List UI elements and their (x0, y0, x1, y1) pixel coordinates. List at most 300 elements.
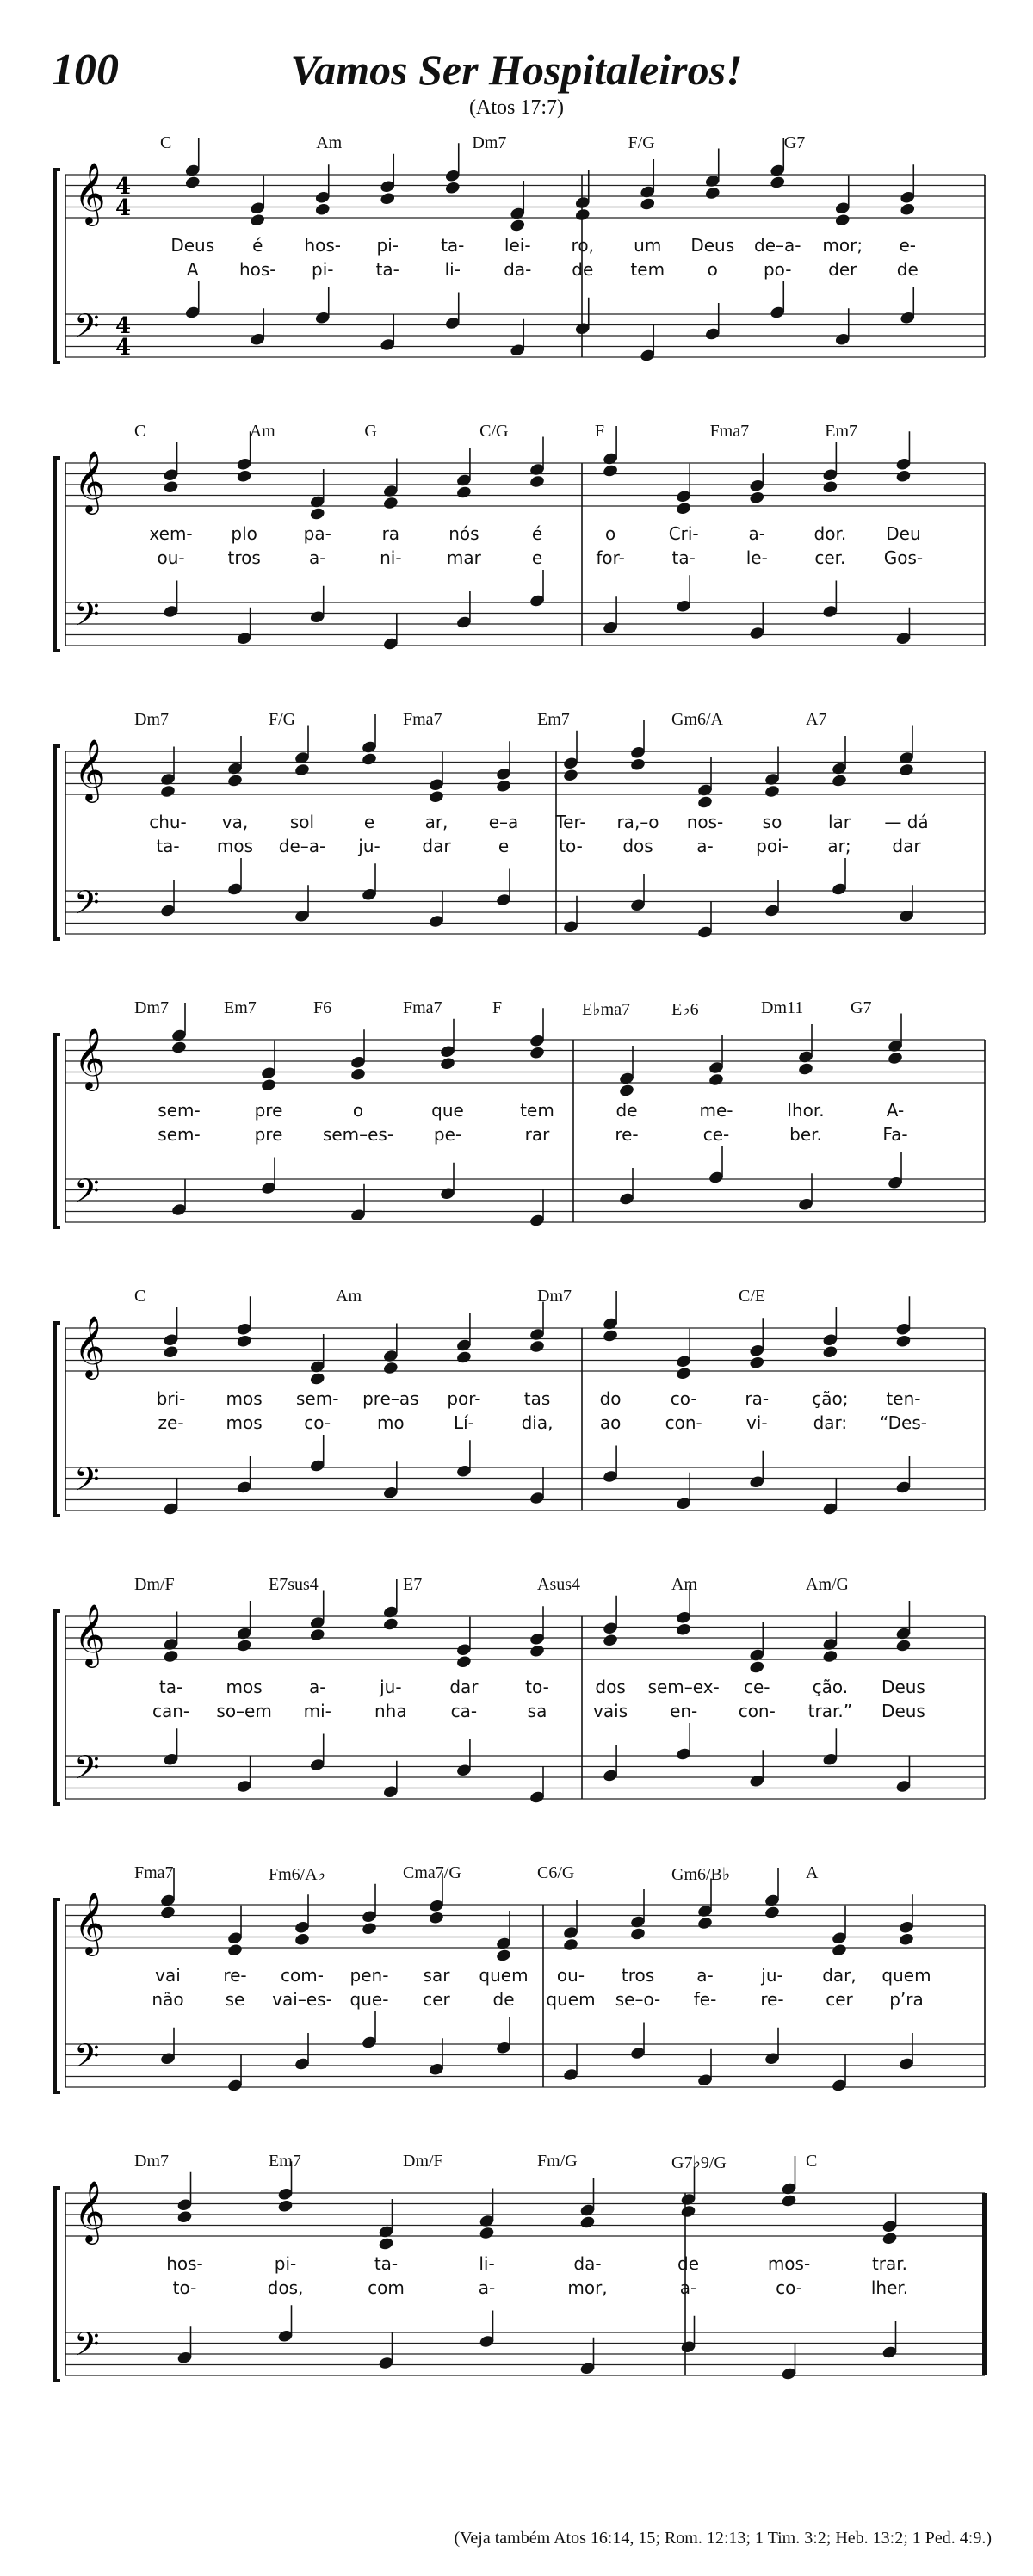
alto-note (781, 2194, 797, 2208)
bass-clef-icon: 𝄢 (74, 1460, 100, 1506)
alto-note (676, 1622, 692, 1637)
system-bracket (55, 2188, 60, 2381)
chord-symbol: Em7 (269, 2152, 301, 2171)
chord-symbol: C/G (479, 422, 509, 441)
lyric-verse-1: dor. (813, 523, 847, 544)
lyric-verse-2: re- (760, 1989, 784, 2010)
alto-note (236, 1334, 252, 1349)
alto-note (895, 469, 912, 484)
alto-note (510, 219, 526, 233)
alto-note (831, 774, 847, 788)
alto-note (529, 1339, 545, 1354)
music-system-6 (48, 1575, 992, 1850)
lyric-verse-2: cer (423, 1989, 450, 2010)
system-bracket (55, 746, 60, 939)
lyric-verse-2: ca- (450, 1701, 478, 1721)
lyric-verse-1: ra (381, 523, 400, 544)
chord-symbol: C (134, 422, 146, 441)
lyric-verse-1: e (363, 812, 375, 832)
lyric-verse-1: tas (523, 1388, 551, 1409)
lyric-verse-2: ni- (380, 547, 402, 568)
lyric-verse-1: a- (748, 523, 766, 544)
system-bracket (55, 1900, 60, 2092)
lyric-verse-1: A- (886, 1100, 905, 1121)
lyric-verse-2: p’ra (889, 1989, 924, 2010)
lyric-verse-1: com- (281, 1965, 324, 1986)
lyric-verse-1: me- (699, 1100, 733, 1121)
alto-note (455, 1654, 472, 1669)
lyric-verse-2: mos (226, 1412, 263, 1433)
chord-symbol: Fma7 (709, 422, 750, 441)
lyric-verse-2: dos, (267, 2277, 304, 2298)
lyric-verse-1: Deus (881, 1677, 925, 1697)
chord-symbol: C (134, 1287, 146, 1306)
alto-note (797, 1062, 813, 1077)
alto-note (159, 784, 176, 799)
lyric-verse-1: e–a (488, 812, 519, 832)
lyric-verse-2: mo (376, 1412, 405, 1433)
alto-note (640, 197, 656, 212)
lyric-verse-1: mos- (767, 2253, 811, 2274)
lyric-verse-2: pe- (433, 1124, 462, 1145)
lyric-verse-1: a- (696, 1965, 714, 1986)
system-bracket (55, 1035, 60, 1227)
alto-note (226, 774, 243, 788)
chord-symbol: Fma7 (403, 998, 442, 1017)
alto-note (236, 469, 252, 484)
chord-symbol: A (806, 1863, 819, 1882)
bass-clef-icon: 𝄢 (74, 2036, 100, 2083)
treble-clef-icon: 𝄞 (74, 1314, 106, 1377)
lyric-verse-2: Fa- (882, 1124, 908, 1145)
lyric-verse-2: não (152, 1989, 184, 2010)
alto-note (574, 207, 591, 222)
lyric-verse-2: mor, (567, 2277, 608, 2298)
alto-note (184, 176, 201, 190)
alto-note (676, 1366, 692, 1381)
treble-clef-icon: 𝄞 (74, 161, 106, 224)
alto-note (579, 2215, 596, 2230)
lyric-verse-1: plo (231, 523, 257, 544)
lyric-verse-2: ze- (158, 1412, 184, 1433)
lyric-verse-1: lei- (504, 235, 531, 256)
lyric-verse-1: mos (226, 1388, 263, 1409)
lyric-verse-2: dar: (813, 1412, 848, 1433)
chord-symbol: Gm6/A (671, 710, 723, 729)
chord-symbol: Gm6/B♭ (671, 1865, 731, 1884)
time-signature-top: 4 (115, 313, 132, 339)
lyric-verse-2: dos (622, 836, 653, 856)
chord-symbol: Em7 (825, 422, 858, 441)
lyric-verse-2: fe- (693, 1989, 717, 2010)
lyric-verse-1: tros (621, 1965, 655, 1986)
lyric-verse-1: ce- (744, 1677, 770, 1697)
lyric-verse-2: li- (444, 259, 461, 280)
lyric-verse-1: pi- (274, 2253, 297, 2274)
lyric-verse-2: nha (374, 1701, 407, 1721)
lyric-verse-2: mi- (303, 1701, 331, 1721)
lyric-verse-2: ao (599, 1412, 622, 1433)
lyric-verse-2: sa (527, 1701, 547, 1721)
chord-symbol: Dm7 (134, 710, 169, 729)
chord-symbol: G7 (783, 133, 806, 152)
alto-note (378, 2237, 394, 2252)
music-system-1 (48, 133, 992, 409)
lyric-verse-1: trar. (871, 2253, 908, 2274)
lyric-verse-2: com (368, 2277, 405, 2298)
alto-note (495, 1949, 511, 1963)
alto-note (822, 1649, 838, 1664)
lyric-verse-2: dar (892, 836, 921, 856)
lyric-verse-1: pen- (349, 1965, 389, 1986)
alto-note (764, 784, 780, 799)
alto-note (562, 1937, 578, 1952)
lyric-verse-1: ta- (374, 2253, 399, 2274)
alto-note (529, 474, 545, 489)
alto-note (749, 491, 765, 505)
lyric-verse-1: de (615, 1100, 638, 1121)
alto-note (163, 1344, 179, 1359)
lyric-verse-1: Cri- (668, 523, 699, 544)
lyric-verse-2: tros (227, 547, 261, 568)
chord-symbol: Asus4 (537, 1575, 581, 1594)
alto-note (382, 1361, 399, 1375)
alto-note (309, 1628, 325, 1642)
treble-clef-icon: 𝄞 (74, 1026, 106, 1089)
alto-note (444, 181, 461, 195)
lyric-verse-1: li- (479, 2253, 495, 2274)
alto-note (479, 2226, 495, 2240)
alto-note (309, 1372, 325, 1387)
lyric-verse-2: pre (254, 1124, 283, 1145)
lyric-verse-1: o (604, 523, 616, 544)
chord-symbol: Dm/F (403, 2152, 443, 2171)
lyric-verse-1: so (762, 812, 782, 832)
treble-clef-icon: 𝄞 (74, 738, 106, 800)
system-bracket (55, 170, 60, 362)
alto-note (495, 779, 511, 794)
alto-note (428, 789, 444, 804)
alto-note (900, 202, 916, 217)
lyric-verse-1: Ter- (555, 812, 586, 832)
alto-note (704, 186, 721, 201)
lyric-verse-2: co- (776, 2277, 802, 2298)
alto-note (455, 485, 472, 500)
alto-note (696, 795, 713, 810)
scripture-reference: (Atos 17:7) (469, 96, 564, 119)
lyric-verse-2: ar; (827, 836, 851, 856)
lyric-verse-1: é (531, 523, 543, 544)
time-signature-top: 4 (115, 174, 132, 200)
lyric-verse-1: sem- (158, 1100, 201, 1121)
alto-note (629, 1927, 646, 1942)
lyric-verse-2: en- (670, 1701, 698, 1721)
lyric-verse-1: Deus (690, 235, 735, 256)
alto-note (770, 176, 786, 190)
chord-symbol: F (492, 998, 503, 1017)
alto-note (749, 1356, 765, 1370)
lyric-verse-2: se (225, 1989, 245, 2010)
bass-clef-icon: 𝄢 (74, 306, 100, 353)
alto-note (696, 1916, 713, 1930)
lyric-verse-1: mos (226, 1677, 263, 1697)
lyric-verse-1: to- (525, 1677, 549, 1697)
alto-note (822, 1344, 838, 1359)
alto-note (309, 507, 325, 522)
lyric-verse-1: vai (155, 1965, 181, 1986)
alto-note (895, 1639, 912, 1653)
lyric-verse-2: a- (696, 836, 714, 856)
lyric-verse-2: po- (763, 259, 792, 280)
chord-symbol: Dm7 (472, 133, 507, 152)
lyric-verse-1: chu- (149, 812, 187, 832)
lyric-verse-2: to- (559, 836, 583, 856)
alto-note (618, 1084, 634, 1098)
alto-note (764, 1906, 780, 1920)
alto-note (439, 1056, 455, 1071)
lyric-verse-1: re- (223, 1965, 247, 1986)
lyric-verse-2: a- (679, 2277, 697, 2298)
lyric-verse-2: le- (745, 547, 768, 568)
alto-note (455, 1350, 472, 1365)
lyric-verse-2: mar (446, 547, 481, 568)
alto-note (898, 763, 914, 777)
lyric-verse-2: tem (630, 259, 665, 280)
alto-note (749, 1660, 765, 1675)
alto-note (529, 1644, 545, 1659)
lyric-verse-2: o (707, 259, 718, 280)
music-system-5 (48, 1287, 992, 1562)
alto-note (898, 1932, 914, 1947)
see-also-footer: (Veja também Atos 16:14, 15; Rom. 12:13; 1 Tim. 3:2; Heb. 13:2; 1 Ped. 4:9.) (454, 2529, 992, 2548)
lyric-verse-2: cer. (814, 547, 846, 568)
chord-symbol: Fm/G (537, 2152, 578, 2171)
chord-symbol: Dm7 (134, 998, 169, 1017)
chord-symbol: Dm/F (134, 1575, 175, 1594)
lyric-verse-1: sem–ex- (647, 1677, 720, 1697)
lyric-verse-1: ra,–o (616, 812, 659, 832)
system-bracket (55, 1611, 60, 1804)
lyric-verse-2: poi- (756, 836, 789, 856)
alto-note (676, 501, 692, 516)
lyric-verse-1: ou- (556, 1965, 585, 1986)
lyric-verse-1: Deu (886, 523, 921, 544)
lyric-verse-2: trar.” (807, 1701, 853, 1721)
chord-symbol: Dm7 (134, 2152, 169, 2171)
lyric-verse-1: do (599, 1388, 622, 1409)
chord-symbol: Am (336, 1287, 362, 1306)
treble-clef-icon: 𝄞 (74, 1891, 106, 1954)
lyric-verse-1: é (252, 235, 263, 256)
lyric-verse-1: — dá (884, 812, 929, 832)
alto-note (226, 1943, 243, 1957)
music-system-3 (48, 710, 992, 985)
lyric-verse-1: tem (520, 1100, 554, 1121)
alto-note (361, 752, 377, 767)
lyric-verse-2: der (828, 259, 857, 280)
chord-symbol: C/E (739, 1287, 766, 1306)
music-system-7 (48, 1863, 992, 2139)
alto-note (159, 1906, 176, 1920)
chord-symbol: Fma7 (403, 710, 442, 729)
music-system-8 (48, 2152, 992, 2427)
lyric-verse-2: for- (596, 547, 625, 568)
chord-symbol: Am (249, 422, 275, 441)
alto-note (822, 479, 838, 494)
alto-note (428, 1911, 444, 1925)
lyric-verse-1: ten- (886, 1388, 921, 1409)
bass-clef-icon: 𝄢 (74, 2325, 100, 2371)
lyric-verse-1: da- (573, 2253, 602, 2274)
chord-symbol: Dm11 (761, 998, 804, 1017)
chord-symbol: E7 (403, 1575, 423, 1594)
lyric-verse-1: pre–as (362, 1388, 419, 1409)
alto-note (361, 1921, 377, 1936)
hymn-title: Vamos Ser Hospitaleiros! (290, 46, 743, 94)
chord-symbol: F/G (269, 710, 296, 729)
lyric-verse-2: e (531, 547, 543, 568)
alto-note (294, 1932, 310, 1947)
lyric-verse-2: de–a- (278, 836, 326, 856)
lyric-verse-2: con- (738, 1701, 776, 1721)
alto-note (680, 2204, 696, 2219)
chord-symbol: A7 (806, 710, 827, 729)
lyric-verse-1: sol (289, 812, 315, 832)
lyric-verse-1: a- (308, 1677, 326, 1697)
chord-symbol: F (594, 422, 604, 441)
lyric-verse-1: va, (221, 812, 249, 832)
lyric-verse-2: ce- (702, 1124, 730, 1145)
lyric-verse-2: vai–es- (272, 1989, 332, 2010)
lyric-verse-1: lhor. (787, 1100, 825, 1121)
lyric-verse-1: sem- (296, 1388, 339, 1409)
chord-symbol: E♭6 (671, 1000, 699, 1019)
lyric-verse-1: ro, (571, 235, 594, 256)
lyric-verse-1: Deus (170, 235, 215, 256)
alto-note (163, 479, 179, 494)
lyric-verse-1: o (352, 1100, 364, 1121)
chord-symbol: E7sus4 (269, 1575, 319, 1594)
lyric-verse-2: ta- (671, 547, 696, 568)
lyric-verse-2: que- (349, 1989, 389, 2010)
chord-symbol: Dm7 (537, 1287, 572, 1306)
alto-note (250, 213, 266, 227)
chord-symbol: G7 (851, 998, 872, 1017)
lyric-verse-1: ção. (812, 1677, 849, 1697)
bass-clef-icon: 𝄢 (74, 883, 100, 930)
alto-note (603, 464, 619, 479)
lyric-verse-1: hos- (304, 235, 342, 256)
lyric-verse-1: pre (254, 1100, 283, 1121)
music-system-4 (48, 998, 992, 1274)
lyric-verse-1: ar, (424, 812, 448, 832)
lyric-verse-2: se–o- (615, 1989, 661, 2010)
staff-graphic (48, 1287, 992, 1562)
lyric-verse-2: A (186, 259, 199, 280)
lyric-verse-2: rar (524, 1124, 550, 1145)
lyric-verse-2: can- (152, 1701, 190, 1721)
lyric-verse-1: nós (448, 523, 479, 544)
staff-graphic (48, 422, 992, 697)
lyric-verse-2: a- (308, 547, 326, 568)
lyric-verse-1: por- (447, 1388, 481, 1409)
alto-note (603, 1329, 619, 1344)
alto-note (236, 1639, 252, 1653)
lyric-verse-1: pi- (376, 235, 399, 256)
lyric-verse-2: ber. (789, 1124, 822, 1145)
alto-note (163, 1649, 179, 1664)
hymn-number: 100 (52, 46, 119, 95)
system-bracket (55, 1323, 60, 1516)
chord-symbol: Am (316, 133, 343, 152)
lyric-verse-2: co- (304, 1412, 331, 1433)
alto-note (382, 496, 399, 510)
chord-symbol: F6 (313, 998, 332, 1017)
lyric-verse-1: dar (449, 1677, 479, 1697)
lyric-verse-1: sar (423, 1965, 450, 1986)
lyric-verse-1: pa- (303, 523, 331, 544)
lyric-verse-2: Lí- (453, 1412, 474, 1433)
lyric-verse-1: dos (595, 1677, 626, 1697)
bass-clef-icon: 𝄢 (74, 1171, 100, 1218)
alto-note (260, 1078, 276, 1092)
chord-symbol: G7♭9/G (671, 2153, 727, 2172)
treble-clef-icon: 𝄞 (74, 449, 106, 512)
lyric-verse-2: cer (826, 1989, 853, 2010)
treble-clef-icon: 𝄞 (74, 2179, 106, 2242)
lyric-verse-2: ta- (375, 259, 399, 280)
lyric-verse-1: hos- (166, 2253, 203, 2274)
alto-note (170, 1041, 187, 1055)
lyric-verse-1: ta- (441, 235, 465, 256)
lyric-verse-1: nos- (686, 812, 724, 832)
alto-note (349, 1067, 366, 1082)
chord-symbol: Am/G (806, 1575, 849, 1594)
alto-note (708, 1072, 724, 1087)
lyric-verse-2: re- (615, 1124, 639, 1145)
lyric-verse-1: ção; (812, 1388, 849, 1409)
lyric-verse-1: de–a- (754, 235, 801, 256)
lyric-verse-2: vi- (745, 1412, 768, 1433)
alto-note (603, 1633, 619, 1647)
bass-clef-icon: 𝄢 (74, 1748, 100, 1795)
system-bracket (55, 458, 60, 651)
alto-note (887, 1051, 903, 1066)
lyric-verse-2: de (572, 259, 594, 280)
lyric-verse-2: sem- (158, 1124, 201, 1145)
chord-symbol: F/G (628, 133, 655, 152)
lyric-verse-1: co- (670, 1388, 697, 1409)
chord-symbol: Cma7/G (403, 1863, 461, 1882)
lyric-verse-2: da- (504, 259, 532, 280)
alto-note (881, 2231, 898, 2246)
lyric-verse-2: mos (216, 836, 254, 856)
lyric-verse-1: mor; (822, 235, 863, 256)
lyric-verse-2: “Des- (879, 1412, 927, 1433)
hymn-header (0, 34, 1033, 120)
lyric-verse-1: ju- (380, 1677, 402, 1697)
music-system-2 (48, 422, 992, 697)
lyric-verse-2: e (498, 836, 510, 856)
lyric-verse-1: de (677, 2253, 699, 2274)
chord-symbol: Em7 (537, 710, 570, 729)
lyric-verse-2: Gos- (883, 547, 924, 568)
lyric-verse-2: lher. (870, 2277, 909, 2298)
alto-note (529, 1046, 545, 1060)
chord-symbol: C (806, 2152, 818, 2171)
lyric-verse-1: ju- (761, 1965, 783, 1986)
lyric-verse-2: hos- (238, 259, 276, 280)
